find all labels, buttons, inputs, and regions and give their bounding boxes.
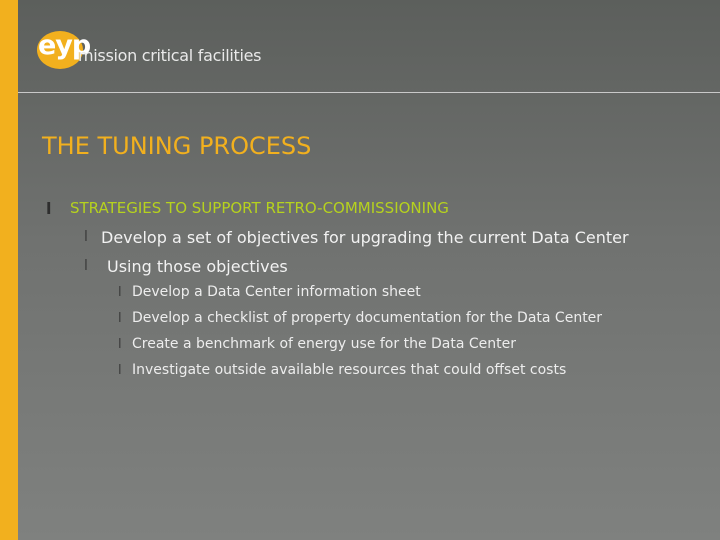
slide-title: THE TUNING PROCESS [42, 132, 312, 160]
bullet-marker: l [118, 363, 122, 378]
subpoint-item: Investigate outside available resources that could offset costs [132, 362, 567, 378]
bullet-marker: l [84, 229, 88, 245]
bullet-marker: l [84, 258, 88, 274]
point-item: Using those objectives [107, 257, 288, 276]
logo-tagline: mission critical facilities [78, 46, 262, 65]
logo-brand: eyp [38, 30, 91, 61]
bullet-marker: l [118, 285, 122, 300]
subpoint-item: Develop a Data Center information sheet [132, 284, 421, 300]
subpoint-item: Develop a checklist of property documentation for the Data Center [132, 310, 603, 326]
bullet-marker: l [118, 311, 122, 326]
section-heading: STRATEGIES TO SUPPORT RETRO-COMMISSIONING [70, 199, 449, 217]
header-divider [18, 92, 720, 93]
point-item: Develop a set of objectives for upgrading the current Data Center [101, 228, 629, 247]
subpoint-item: Create a benchmark of energy use for the Data Center [132, 336, 517, 352]
left-accent-bar [0, 0, 18, 540]
bullet-marker: l [46, 199, 52, 218]
bullet-marker: l [118, 337, 122, 352]
